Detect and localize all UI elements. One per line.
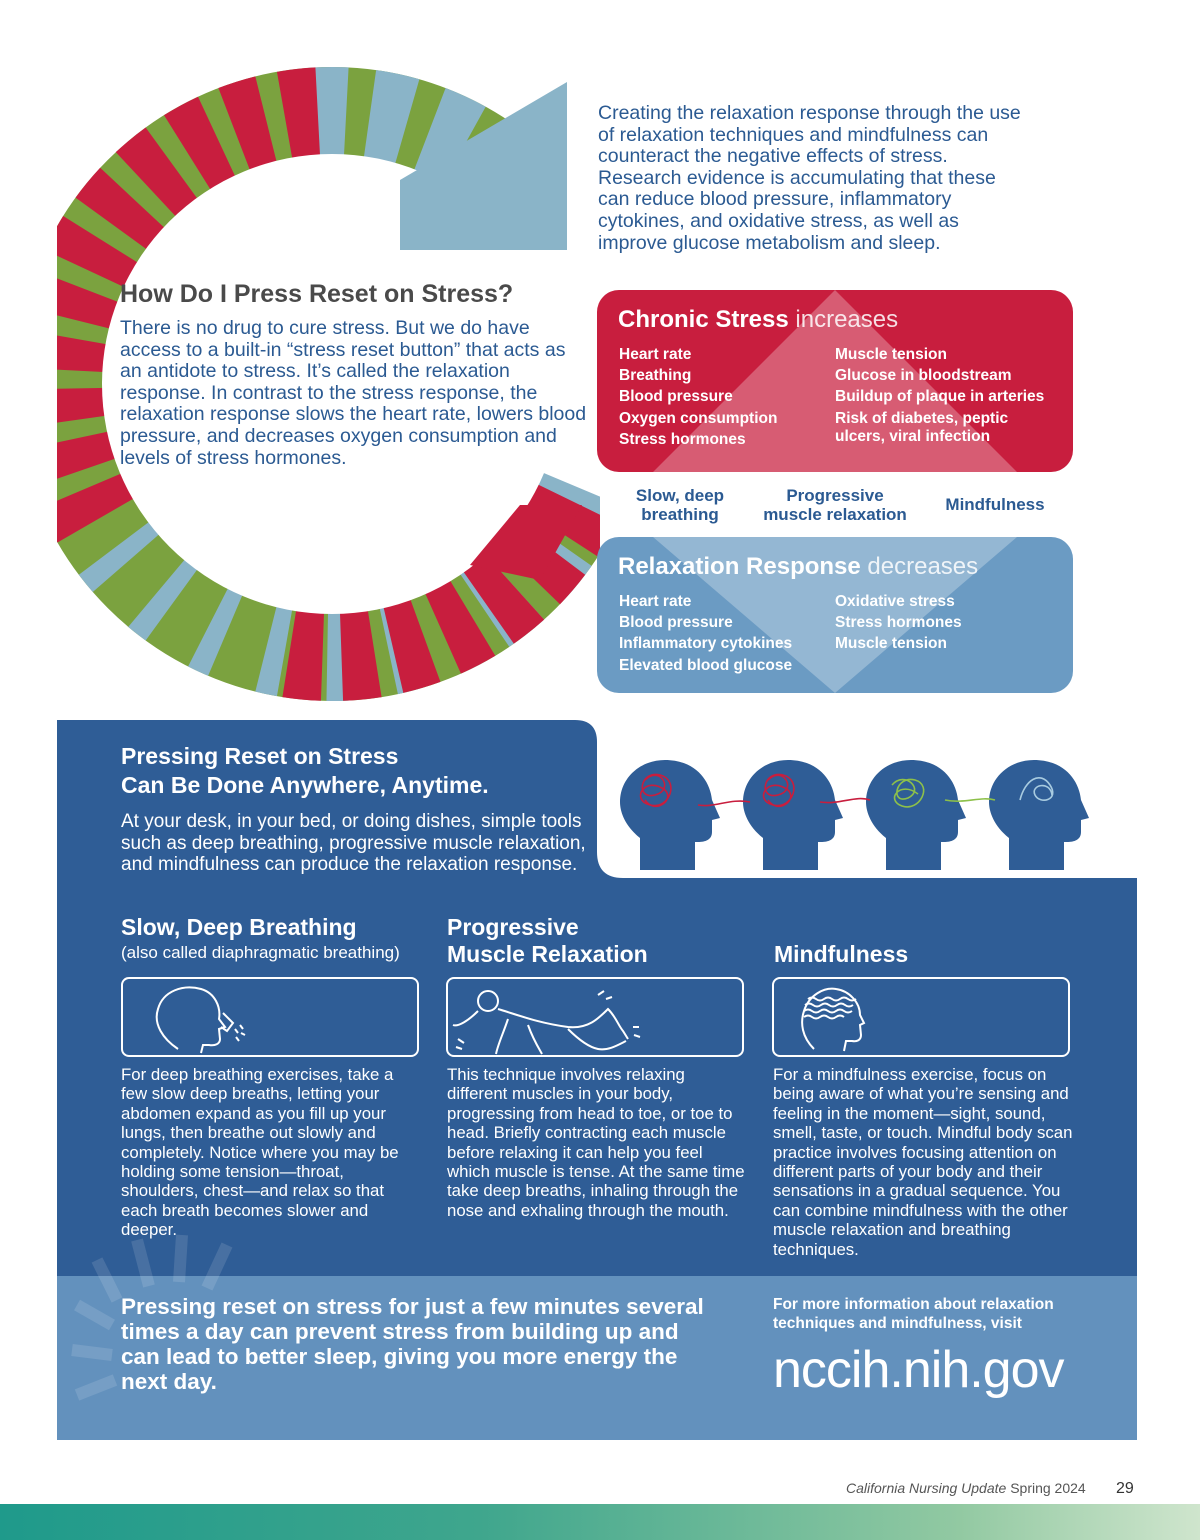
list-item: Heart rate (619, 593, 692, 610)
chronic-right-list (835, 344, 1044, 445)
breathing-subheading: (also called diaphragmatic breathing) (121, 943, 400, 962)
list-item: Oxidative stress (835, 593, 955, 610)
ring-stripe-red (164, 184, 187, 203)
relaxation-response-title (618, 553, 978, 581)
list-item: Glucose in bloodstream (835, 367, 1012, 385)
list-item: Muscle tension (835, 635, 947, 653)
breathing-head-icon (123, 979, 417, 1055)
list-item: Stress hormones (619, 430, 746, 448)
relaxation-title-light: decreases (867, 553, 979, 580)
pmr-heading: Progressive Muscle Relaxation (447, 914, 648, 967)
list-item: Oxygen consumption (619, 409, 778, 427)
relaxation-response-box (597, 537, 1073, 693)
reset-body-text: There is no drug to cure stress. But we do have access to a built-in “stress reset button” that acts as an antidote to stress. It’s called the relaxation response. In contrast to the stress response, the relaxation response slows the heart rate, lowers blood pressure, and decreases oxygen consumption and levels of stress hormones. (120, 317, 587, 469)
list-item: Blood pressure (619, 614, 733, 632)
mindfulness-heading: Mindfulness (774, 941, 909, 967)
list-item: Breathing (619, 367, 692, 385)
relaxation-right-list (835, 591, 962, 655)
chronic-stress-title (618, 306, 898, 334)
breathing-heading: Slow, Deep Breathing (121, 914, 357, 940)
ring-stripe-red (85, 341, 88, 371)
ring-stripe-red (388, 616, 417, 625)
ring-stripe-red (474, 568, 498, 587)
ring-stripe-blue (366, 139, 400, 146)
list-item: ulcers, viral infection (835, 427, 991, 445)
list-item: Stress hormones (835, 614, 962, 632)
reclining-person-icon (448, 979, 742, 1055)
intro-blurb: Creating the relaxation response through the use of relaxation techniques and mindfulness can counteract the negative effects of stress. Research evidence is accumulating that these can reduce blood pressure, inflammatory cytokines, and oxidative stress, as well as improve glucose metabolism and sleep. (598, 102, 1021, 254)
panel-intro: At your desk, in your bed, or doing dishes, simple tools such as deep breathing, progressive muscle relaxation, and mindfulness can produce the relaxation response. (121, 811, 586, 876)
list-item: Muscle tension (835, 346, 947, 363)
breathing-body: For deep breathing exercises, take a few slow deep breaths, letting your abdomen expand as you fill up your lungs, then breathe out slowly and completely. Notice where you may be holding some tension—throat, shoulders, chest—and relax so that each breath becomes slower and deeper. (121, 1065, 399, 1240)
list-item: Heart rate (619, 346, 692, 363)
ring-stripe-red (289, 137, 319, 140)
list-item: Risk of diabetes, peptic (835, 409, 1009, 427)
ring-stripe-red (108, 253, 122, 280)
chronic-stress-title-light: increases (795, 306, 899, 333)
ring-stripe-red (293, 628, 323, 631)
mindfulness-body: For a mindfulness exercise, focus on being aware of what you’re sensing and feeling in the moment—sight, sound, smell, taste, or touch. Mindful body scan practice involves focusing attention on different parts of your body and their sensations in a gradual sequence. You can combine mindfulness with the other muscle relaxation and breathing techniques. (773, 1065, 1073, 1259)
publication-issue: Spring 2024 (1010, 1480, 1086, 1496)
ring-stripe-red (201, 160, 228, 174)
relaxation-title-bold: Relaxation Response (618, 553, 861, 580)
ring-stripe-red (132, 216, 151, 239)
tip-text: Pressing reset on stress for just a few minutes several times a day can prevent stress from building up and can lead to better sleep, giving you more energy the next day. (121, 1294, 704, 1394)
list-item: Blood pressure (619, 388, 733, 406)
more-info-text: For more information about relaxation techniques and mindfulness, visit (773, 1296, 1054, 1332)
relaxation-left-list (619, 591, 792, 676)
technique-breathing: Slow, deep breathing (635, 486, 725, 524)
technique-pmr: Progressive muscle relaxation (763, 486, 907, 524)
heads-illustration (600, 750, 1100, 875)
footer-gradient-bar (0, 1504, 1200, 1540)
pmr-icon-box (446, 977, 744, 1057)
website-link[interactable]: nccih.nih.gov (773, 1341, 1064, 1399)
ring-stripe-red (105, 481, 118, 508)
reset-heading: How Do I Press Reset on Stress? (120, 280, 514, 308)
ring-stripe-blue (220, 604, 236, 611)
publication-name: California Nursing Update (846, 1480, 1007, 1496)
list-item: Inflammatory cytokines (619, 635, 793, 653)
publication-credit (846, 1480, 1086, 1496)
breathing-column (121, 914, 431, 963)
chronic-stress-box (597, 290, 1073, 472)
pmr-body: This technique involves relaxing different muscles in your body, progressing from head to toe, or toe to head. Briefly contracting each muscle before relaxing it can help you feel which muscle is tense. At the same time take deep breaths, inhaling through the nose and exhaling through the mouth. (447, 1065, 745, 1220)
ring-stripe-blue (272, 624, 289, 628)
ring-stripe-red (432, 596, 459, 610)
ring-stripe-blue (135, 533, 146, 546)
list-item: Buildup of plaque in arteries (835, 388, 1045, 406)
technique-mindfulness: Mindfulness (945, 495, 1045, 514)
chronic-left-list (619, 344, 777, 450)
list-item: Elevated blood glucose (619, 656, 793, 674)
ring-stripe-red (341, 628, 371, 631)
mindfulness-icon-box (772, 977, 1070, 1057)
breathing-icon-box (121, 977, 419, 1057)
ring-stripe-red (92, 295, 101, 324)
ring-stripe-red (90, 435, 98, 464)
chronic-stress-title-bold: Chronic Stress (618, 306, 789, 333)
panel-title: Pressing Reset on Stress Can Be Done Anywhere, Anytime. (121, 743, 489, 798)
ring-stripe-red (243, 144, 272, 153)
ring-stripe-red (85, 388, 87, 418)
mindful-head-icon (774, 979, 1068, 1055)
page-number: 29 (1116, 1480, 1134, 1497)
ring-stripe-blue (173, 573, 187, 584)
